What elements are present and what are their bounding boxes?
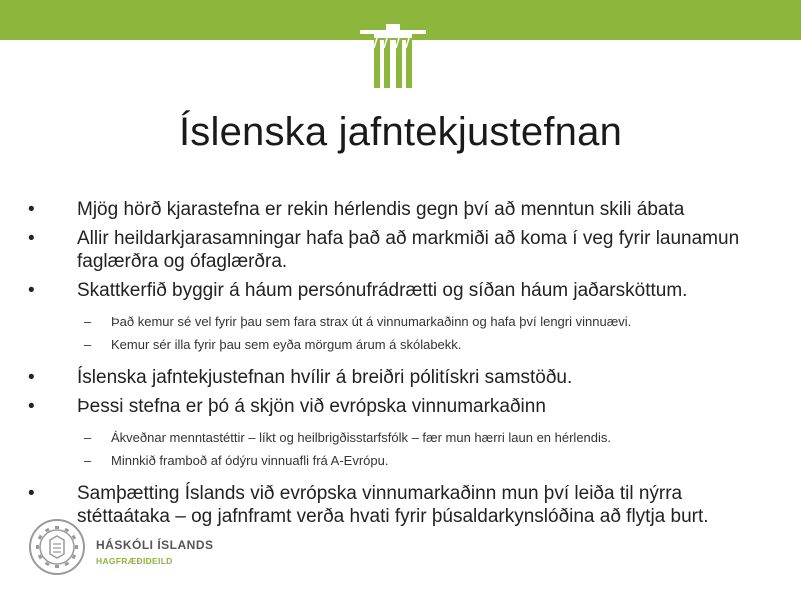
sub-bullet-item <box>28 451 778 471</box>
bullet-item <box>28 366 778 389</box>
slide-title: Íslenska jafntekjustefnan <box>178 110 623 154</box>
bullet-item <box>28 198 778 221</box>
bullet-text: Skattkerfið byggir á háum persónufrádrætti og síðan háum jaðarsköttum. <box>77 280 688 301</box>
bullet-text: Mjög hörð kjarastefna er rekin hérlendis gegn því að menntun skili ábata <box>77 199 685 220</box>
sub-bullet-item <box>28 335 778 355</box>
sub-bullet-text: Kemur sér illa fyrir þau sem eyða mörgum árum á skólabekk. <box>111 337 462 352</box>
bullet-marker: • <box>28 280 35 301</box>
university-seal-icon <box>28 518 86 576</box>
department-name: HAGFRÆÐIDEILD <box>96 556 173 566</box>
bullet-item <box>28 279 778 302</box>
sub-bullet-text: Minnkið framboð af ódýru vinnuafli frá A-Evrópu. <box>111 453 389 468</box>
sub-bullet-marker: – <box>84 314 92 329</box>
bullet-marker: • <box>28 228 35 249</box>
sub-bullet-marker: – <box>84 337 92 352</box>
sub-bullet-text: Það kemur sé vel fyrir þau sem fara strax út á vinnumarkaðinn og hafa því lengri vinnuævi. <box>111 314 632 329</box>
bullet-text: Samþætting Íslands við evrópska vinnumarkaðinn mun því leiða til nýrra stéttaátaka – og jafnframt verða hvati fyrir þúsaldarkynslóðina að flytja burt. <box>77 483 709 527</box>
university-columns-logo-icon <box>360 24 426 90</box>
footer-logo <box>28 518 228 582</box>
sub-bullet-marker: – <box>84 453 92 468</box>
bullet-text: Þessi stefna er þó á skjön við evrópska vinnumarkaðinn <box>77 396 546 417</box>
bullet-item <box>28 395 778 418</box>
sub-bullet-item <box>28 312 778 332</box>
sub-bullet-item <box>28 428 778 448</box>
bullet-marker: • <box>28 199 35 220</box>
bullet-marker: • <box>28 396 35 417</box>
bullet-item <box>28 227 778 273</box>
bullet-marker: • <box>28 483 35 504</box>
bullet-list <box>28 198 778 534</box>
bullet-text: Íslenska jafntekjustefnan hvílir á breiðri pólitískri samstöðu. <box>77 367 573 388</box>
sub-bullet-text: Ákveðnar menntastéttir – líkt og heilbrigðisstarfsfólk – fær mun hærri laun en hérlendis. <box>111 430 612 445</box>
bullet-marker: • <box>28 367 35 388</box>
bullet-text: Allir heildarkjarasamningar hafa það að markmiði að koma í veg fyrir launamun faglærðra og ófaglærðra. <box>77 228 740 272</box>
university-name: HÁSKÓLI ÍSLANDS <box>96 538 214 552</box>
sub-bullet-marker: – <box>84 430 92 445</box>
